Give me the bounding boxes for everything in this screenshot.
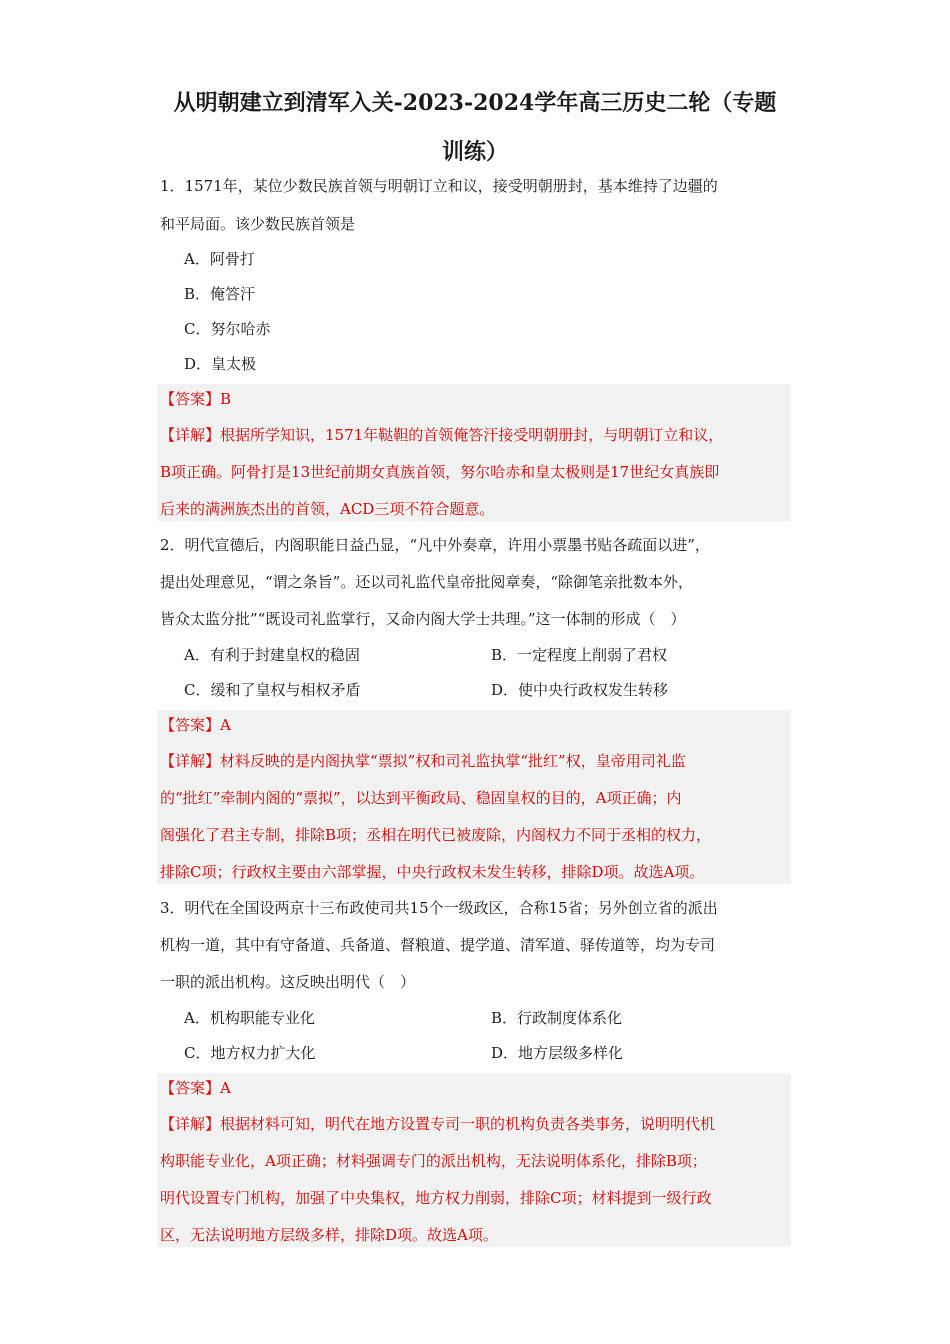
question-stem: 一职的派出机构。这反映出明代（ ） bbox=[160, 973, 416, 991]
question-stem: 2．明代宣德后，内阁职能日益凸显，“凡中外奏章，许用小票墨书贴各疏面以进”， bbox=[160, 536, 710, 554]
page-title: 从明朝建立到清军入关-2023-2024学年高三历史二轮（专题 bbox=[173, 90, 777, 116]
option-d: D．使中央行政权发生转移 bbox=[491, 681, 669, 699]
detail-line: 【详解】根据所学知识，1571年鞑靼的首领俺答汗接受明朝册封，与明朝订立和议， bbox=[160, 426, 724, 444]
detail-line: 的“批红”牵制内阁的“票拟”，以达到平衡政局、稳固皇权的目的，A项正确；内 bbox=[160, 789, 682, 807]
detail-line: 【详解】根据材料可知，明代在地方设置专司一职的机构负责各类事务，说明明代机 bbox=[160, 1115, 716, 1133]
detail-line: 区，无法说明地方层级多样，排除D项。故选A项。 bbox=[160, 1226, 498, 1244]
detail-line: 排除C项；行政权主要由六部掌握，中央行政权未发生转移，排除D项。故选A项。 bbox=[160, 863, 705, 881]
question-stem: 皆众太监分批”“既设司礼监掌行，又命内阁大学士共理。”这一体制的形成（ ） bbox=[160, 610, 686, 628]
detail-line: 阁强化了君主专制，排除B项；丞相在明代已被废除，内阁权力不同于丞相的权力， bbox=[160, 826, 712, 844]
detail-line: 后来的满洲族杰出的首领，ACD三项不符合题意。 bbox=[160, 500, 495, 518]
detail-line: 构职能专业化，A项正确；材料强调专门的派出机构，无法说明体系化，排除B项； bbox=[160, 1152, 707, 1170]
question-stem: 1．1571年，某位少数民族首领与明朝订立和议，接受明朝册封，基本维持了边疆的 bbox=[160, 177, 718, 195]
option-a: A．机构职能专业化 bbox=[184, 1009, 315, 1027]
option-a: A．阿骨打 bbox=[184, 250, 255, 268]
detail-line: 【详解】材料反映的是内阁执掌“票拟”权和司礼监执掌“批红”权，皇帝用司礼监 bbox=[160, 752, 686, 770]
question-stem: 和平局面。该少数民族首领是 bbox=[160, 215, 356, 233]
option-a: A．有利于封建皇权的稳固 bbox=[184, 646, 360, 664]
question-stem: 提出处理意见，“谓之条旨”。还以司礼监代皇帝批阅章奏，“除御笔亲批数本外， bbox=[160, 573, 694, 591]
option-d: D．皇太极 bbox=[184, 355, 257, 373]
answer-line: 【答案】A bbox=[160, 716, 231, 734]
option-d: D．地方层级多样化 bbox=[491, 1044, 624, 1062]
option-b: B．行政制度体系化 bbox=[491, 1009, 623, 1027]
answer-block bbox=[157, 710, 791, 884]
option-b: B．俺答汗 bbox=[184, 285, 256, 303]
question-stem: 3．明代在全国设两京十三布政使司共15个一级政区，合称15省；另外创立省的派出 bbox=[160, 899, 718, 917]
answer-block bbox=[157, 1073, 791, 1247]
answer-block bbox=[157, 384, 791, 521]
option-c: C．努尔哈赤 bbox=[184, 320, 271, 338]
answer-value: B bbox=[220, 390, 232, 408]
answer-value: A bbox=[220, 716, 231, 734]
answer-line: 【答案】B bbox=[160, 390, 232, 408]
page-title-cont: 训练） bbox=[441, 139, 508, 165]
option-c: C．地方权力扩大化 bbox=[184, 1044, 316, 1062]
option-b: B．一定程度上削弱了君权 bbox=[491, 646, 668, 664]
question-stem: 机构一道，其中有守备道、兵备道、督粮道、提学道、清军道、驿传道等，均为专司 bbox=[160, 936, 716, 954]
detail-line: B项正确。阿骨打是13世纪前期女真族首领，努尔哈赤和皇太极则是17世纪女真族即 bbox=[160, 463, 720, 481]
detail-line: 明代设置专门机构，加强了中央集权，地方权力削弱，排除C项；材料提到一级行政 bbox=[160, 1189, 712, 1207]
answer-line: 【答案】A bbox=[160, 1079, 231, 1097]
answer-value: A bbox=[220, 1079, 231, 1097]
option-c: C．缓和了皇权与相权矛盾 bbox=[184, 681, 361, 699]
